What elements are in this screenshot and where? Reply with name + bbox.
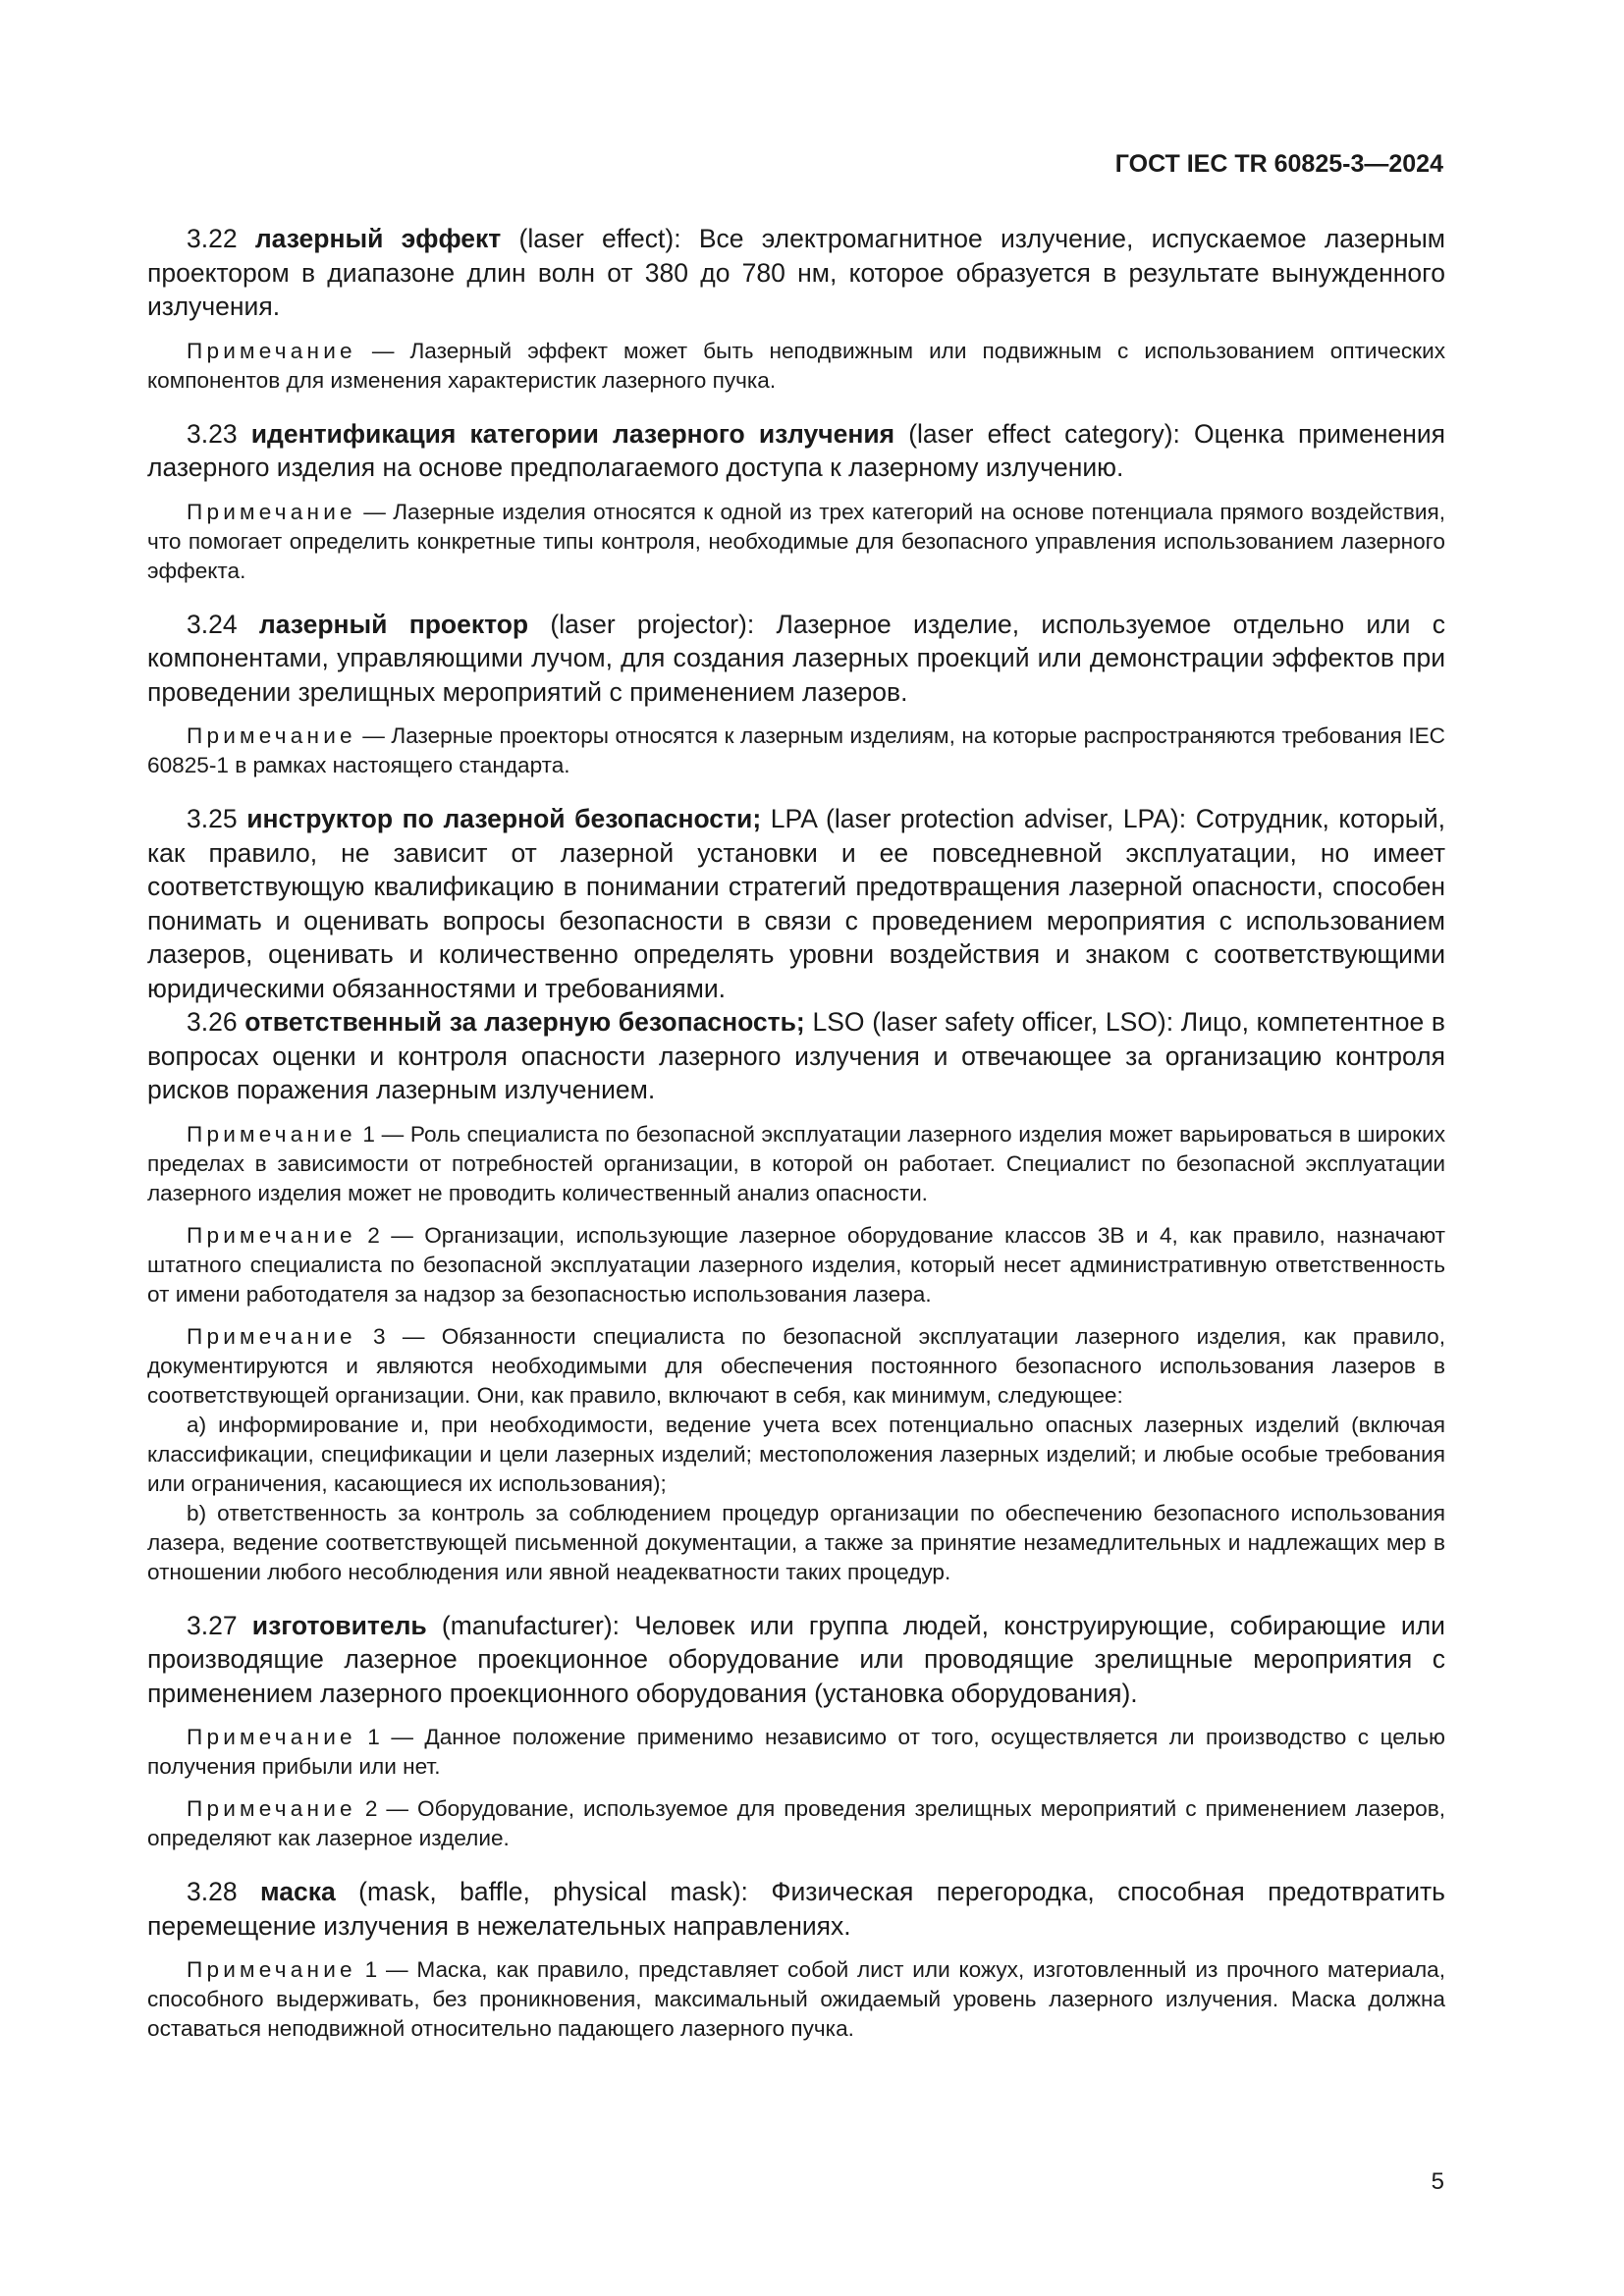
term-name: ответственный за лазерную безопасность; xyxy=(244,1007,805,1037)
note-text: 2 — Оборудование, используемое для проведения зрелищных мероприятий с применением лазеров, определяют как лазерное изделие. xyxy=(147,1796,1445,1850)
note xyxy=(147,1221,1445,1309)
note-label: Примечание xyxy=(187,1323,356,1349)
note-label: Примечание xyxy=(187,338,356,363)
term-name: лазерный эффект xyxy=(254,224,502,253)
term-entry xyxy=(147,1005,1445,1107)
page-number: 5 xyxy=(1431,2168,1444,2195)
term-name: маска xyxy=(260,1877,336,1906)
note-label: Примечание xyxy=(187,723,356,748)
term-number: 3.25 xyxy=(187,804,238,833)
note xyxy=(147,498,1445,586)
term-entry xyxy=(147,222,1445,324)
note-text: 1 — Данное положение применимо независимо от того, осуществляется ли производство с целью получения прибыли или нет. xyxy=(147,1725,1445,1779)
note-label: Примечание xyxy=(187,1725,356,1749)
term-number: 3.27 xyxy=(187,1610,238,1640)
note xyxy=(147,721,1445,780)
term-number: 3.22 xyxy=(187,224,238,253)
note-list-item: b) ответственность за контроль за соблюдением процедур организации по обеспечению безопасного использования лазера, ведение соответствующей письменной документации, а также за принятие незамедлительных и надлежащих мер в отношении любого несоблюдения или явной неадекватности таких процедур. xyxy=(147,1500,1445,1584)
note-text: 3 — Обязанности специалиста по безопасной эксплуатации лазерного изделия, как правило, документируются и являются необходимыми для обеспечения постоянного безопасного использования лазеров в соответствующей организации. Они, как правило, включают в себя, как минимум, следующее: xyxy=(147,1323,1445,1408)
note xyxy=(147,1955,1445,2044)
note-text: 1 — Маска, как правило, представляет собой лист или кожух, изготовленный из прочного материала, способного выдерживать, без проникновения, максимальный ожидаемый уровень лазерного излучения. Маска должна оставаться неподвижной относительно падающего лазерного пучка. xyxy=(147,1957,1445,2041)
note-label: Примечание xyxy=(187,1796,356,1821)
term-name: идентификация категории лазерного излучения xyxy=(250,418,895,449)
document-body xyxy=(147,222,1445,2044)
note-text: 2 — Организации, использующие лазерное оборудование классов 3В и 4, как правило, назначают штатного специалиста по безопасной эксплуатации лазерного изделия, который несет административную ответственность от имени работодателя за надзор за безопасностью использования лазера. xyxy=(147,1222,1445,1307)
term-entry xyxy=(147,608,1445,710)
note-label: Примечание xyxy=(187,499,356,524)
note xyxy=(147,1322,1445,1411)
term-definition: (laser projector): Лазерное изделие, используемое отдельно или с компонентами, управляющими лучом, для создания лазерных проекций или демонстрации эффектов при проведении зрелищных мероприятий с применением лазеров. xyxy=(147,609,1445,707)
note-text: — Лазерный эффект может быть неподвижным или подвижным с использованием оптических компонентов для изменения характеристик лазерного пучка. xyxy=(147,338,1445,393)
note xyxy=(147,1794,1445,1853)
term-name: изготовитель xyxy=(251,1610,427,1640)
term-number: 3.26 xyxy=(187,1007,238,1037)
note xyxy=(147,1723,1445,1782)
note xyxy=(147,337,1445,396)
term-number: 3.23 xyxy=(187,418,238,449)
note-text: — Лазерные изделия относятся к одной из трех категорий на основе потенциала прямого воздействия, что помогает определить конкретные типы контроля, необходимые для безопасного управления использованием лазерного эффекта. xyxy=(147,499,1445,583)
term-number: 3.24 xyxy=(187,609,238,639)
term-definition: (laser effect): Все электромагнитное излучение, испускаемое лазерным проектором в диапазоне длин волн от 380 до 780 нм, которое образуется в результате вынужденного излучения. xyxy=(147,224,1445,321)
term-definition: LPA (laser protection adviser, LPA): Сотрудник, который, как правило, не зависит от лазерной установки и ее повседневной эксплуатации, но имеет соответствующую квалификацию в понимании стратегий предотвращения лазерной опасности, способен понимать и оценивать вопросы безопасности в связи с проведением мероприятия с использованием лазеров, оценивать и количественно определять уровни воздействия и знаком с соответствующими юридическими обязанностями и требованиями. xyxy=(147,804,1445,1003)
term-name: инструктор по лазерной безопасности; xyxy=(246,804,762,833)
term-definition: (mask, baffle, physical mask): Физическая перегородка, способная предотвратить перемещение излучения в нежелательных направлениях. xyxy=(147,1877,1445,1941)
term-entry xyxy=(147,1609,1445,1711)
note-text: 1 — Роль специалиста по безопасной эксплуатации лазерного изделия может варьироваться в широких пределах в зависимости от потребностей организации, в которой он работает. Специалист по безопасной эксплуатации лазерного изделия может не проводить количественный анализ опасности. xyxy=(147,1121,1445,1205)
term-name: лазерный проектор xyxy=(258,609,529,639)
term-definition: (laser effect category): Оценка применения лазерного изделия на основе предполагаемого доступа к лазерному излучению. xyxy=(147,418,1445,482)
note-label: Примечание xyxy=(187,1957,356,1982)
note-text: — Лазерные проекторы относятся к лазерным изделиям, на которые распространяются требования IEC 60825-1 в рамках настоящего стандарта. xyxy=(147,723,1445,777)
document-id-header: ГОСТ IEC TR 60825-3—2024 xyxy=(1114,150,1443,178)
note-list-item: a) информирование и, при необходимости, ведение учета всех потенциально опасных лазерных изделий (включая классификации, спецификации и цели лазерных изделий; местоположения лазерных изделий; и любые особые требования или ограничения, касающиеся их использования); xyxy=(147,1412,1445,1496)
term-definition: LSO (laser safety officer, LSO): Лицо, компетентное в вопросах оценки и контроля опасности лазерного излучения и отвечающее за организацию контроля рисков поражения лазерным излучением. xyxy=(147,1007,1445,1104)
note xyxy=(147,1120,1445,1208)
term-number: 3.28 xyxy=(187,1877,238,1906)
term-entry xyxy=(147,1875,1445,1943)
term-entry xyxy=(147,417,1445,485)
term-entry xyxy=(147,802,1445,1005)
term-definition: (manufacturer): Человек или группа людей, конструирующие, собирающие или производящие лазерное проекционное оборудование или проводящие зрелищные мероприятия с применением лазерного проекционного оборудования (установка оборудования). xyxy=(147,1610,1445,1708)
note-label: Примечание xyxy=(187,1222,356,1248)
note-label: Примечание xyxy=(187,1121,356,1147)
